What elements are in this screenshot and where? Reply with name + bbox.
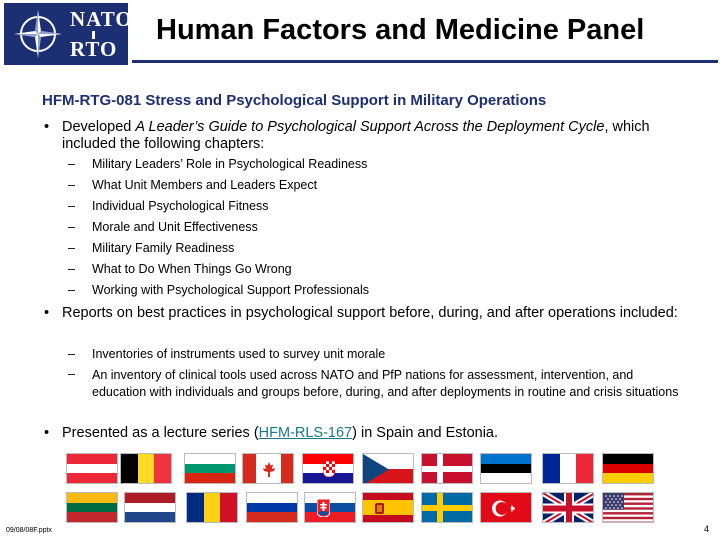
dash-marker: – [68, 178, 75, 192]
title-underline [132, 60, 718, 63]
guide-title: A Leader’s Guide to Psychological Support Across the Deployment Cycle [135, 119, 605, 135]
dash-marker: – [68, 347, 75, 361]
flag-bulgaria [184, 453, 236, 484]
flag-sweden [421, 492, 473, 523]
list-item-text: What to Do When Things Go Wrong [92, 262, 292, 276]
flag-austria [66, 453, 118, 484]
logo-text-nato: NATO [70, 7, 133, 31]
bullet-text [62, 119, 702, 153]
list-item-text: Individual Psychological Fitness [92, 199, 269, 213]
flag-croatia [302, 453, 354, 484]
spain-coat-of-arms-icon [375, 503, 384, 514]
flag-spain [362, 492, 414, 523]
bullet-text-prefix: Developed [62, 119, 136, 135]
list-item-text: Military Leaders’ Role in Psychological Readiness [92, 157, 368, 171]
bullet-text [62, 425, 702, 442]
slide-title: Human Factors and Medicine Panel [156, 14, 645, 46]
nato-rto-logo [4, 3, 133, 65]
flag-turkey [480, 492, 532, 523]
bullet-marker: • [44, 119, 50, 135]
list-item-text: Morale and Unit Effectiveness [92, 220, 258, 234]
czech-triangle [363, 454, 414, 484]
flag-estonia [480, 453, 532, 484]
flag-france [542, 453, 594, 484]
list-item-text: What Unit Members and Leaders Expect [92, 178, 318, 192]
dash-marker: – [68, 262, 75, 276]
flag-united-kingdom [542, 492, 594, 523]
flag-romania [186, 492, 238, 523]
maple-leaf-icon [262, 462, 276, 477]
flag-czech-republic [362, 453, 414, 484]
flag-slovakia [304, 492, 356, 523]
union-jack-icon [543, 493, 594, 523]
dash-marker: – [68, 283, 75, 297]
page-number: 4 [704, 524, 710, 534]
flag-russia [246, 492, 298, 523]
dash-marker: – [68, 367, 75, 381]
list-item-text: Military Family Readiness [92, 241, 235, 255]
footer-file-code: 09/08/08F.pptx [6, 527, 52, 534]
slovakia-coat-of-arms-icon [317, 499, 330, 517]
dash-marker: – [68, 199, 75, 213]
list-item-text: Inventories of instruments used to survey unit morale [92, 347, 386, 361]
bullet-text-suffix: , which included the following chapters: [62, 119, 650, 152]
bullet-marker: • [44, 425, 50, 441]
flag-lithuania [66, 492, 118, 523]
dash-marker: – [68, 241, 75, 255]
crescent-star-icon [481, 493, 532, 523]
flag-belgium [120, 453, 172, 484]
slide-subtitle: HFM-RTG-081 Stress and Psychological Support in Military Operations [42, 92, 547, 109]
flag-united-states [602, 492, 654, 523]
list-item-text: Working with Psychological Support Professionals [92, 283, 369, 297]
flag-netherlands [124, 492, 176, 523]
logo-text-rto: RTO [70, 37, 118, 61]
bullet-marker: • [44, 305, 50, 321]
flag-canada [242, 453, 294, 484]
dash-marker: – [68, 220, 75, 234]
stars-and-stripes-icon [603, 493, 654, 523]
bullet-text: Reports on best practices in psychological support before, during, and after operations included: [62, 305, 678, 321]
flag-denmark [421, 453, 473, 484]
bullet-text-suffix: ) in Spain and Estonia. [352, 425, 499, 441]
bullet-text-prefix: Presented as a lecture series ( [62, 425, 259, 441]
nato-compass-star-icon [12, 8, 64, 60]
list-item-text: An inventory of clinical tools used across NATO and PfP nations for assessment, intervention, and education with individuals and groups before, during, and after deployments in routine and crisis situations [92, 368, 679, 399]
dash-marker: – [68, 157, 75, 171]
croatia-shield-icon [323, 461, 335, 477]
lecture-series-link[interactable]: HFM-RLS-167 [258, 425, 353, 441]
flag-germany [602, 453, 654, 484]
